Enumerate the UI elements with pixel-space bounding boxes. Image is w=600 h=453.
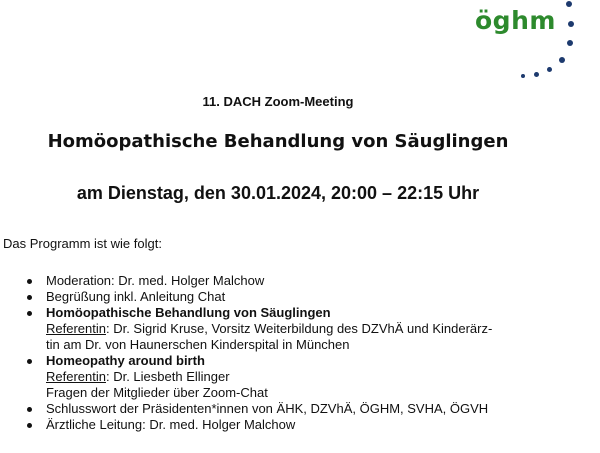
speaker-label: Referentin [46, 369, 106, 384]
item-text: Ärztliche Leitung: Dr. med. Holger Malchow [46, 417, 296, 432]
speaker-details-cont: tin am Dr. von Haunerschen Kinderspital in München [46, 337, 350, 352]
list-item [0, 353, 590, 401]
event-date: am Dienstag, den 30.01.2024, 20:00 – 22:15 Uhr [76, 183, 480, 203]
list-item [0, 289, 590, 305]
logo-dot [534, 72, 539, 77]
logo-dot [568, 21, 574, 27]
logo-dot [559, 57, 565, 63]
list-item [0, 401, 590, 417]
logo-dot [547, 67, 552, 72]
list-item [0, 305, 590, 353]
list-item [0, 417, 590, 433]
talk-title: Homöopathische Behandlung von Säuglingen [46, 305, 331, 320]
talk-title: Homeopathy around birth [46, 353, 205, 368]
item-text: Moderation: Dr. med. Holger Malchow [46, 273, 265, 288]
list-item [0, 273, 590, 289]
oeghm-logo [462, 0, 600, 82]
logo-dot [566, 1, 572, 7]
logo-dot [567, 40, 573, 46]
item-text: Begrüßung inkl. Anleitung Chat [46, 289, 226, 304]
logo-text: öghm [475, 6, 556, 35]
logo-dot [521, 74, 525, 78]
page-title: Homöopathische Behandlung von Säuglingen [47, 131, 509, 152]
qa-note: Fragen der Mitglieder über Zoom-Chat [46, 385, 268, 400]
meeting-number: 11. DACH Zoom-Meeting [202, 94, 354, 109]
item-text: Schlusswort der Präsidenten*innen von ÄHK, DZVhÄ, ÖGHM, SVHA, ÖGVH [46, 401, 489, 416]
speaker-details: : Dr. Sigrid Kruse, Vorsitz Weiterbildung des DZVhÄ und Kinderärz- [105, 321, 493, 336]
speaker-details: : Dr. Liesbeth Ellinger [105, 369, 230, 384]
program-intro: Das Programm ist wie folgt: [3, 236, 162, 251]
speaker-label: Referentin [46, 321, 106, 336]
program-list [0, 273, 590, 433]
